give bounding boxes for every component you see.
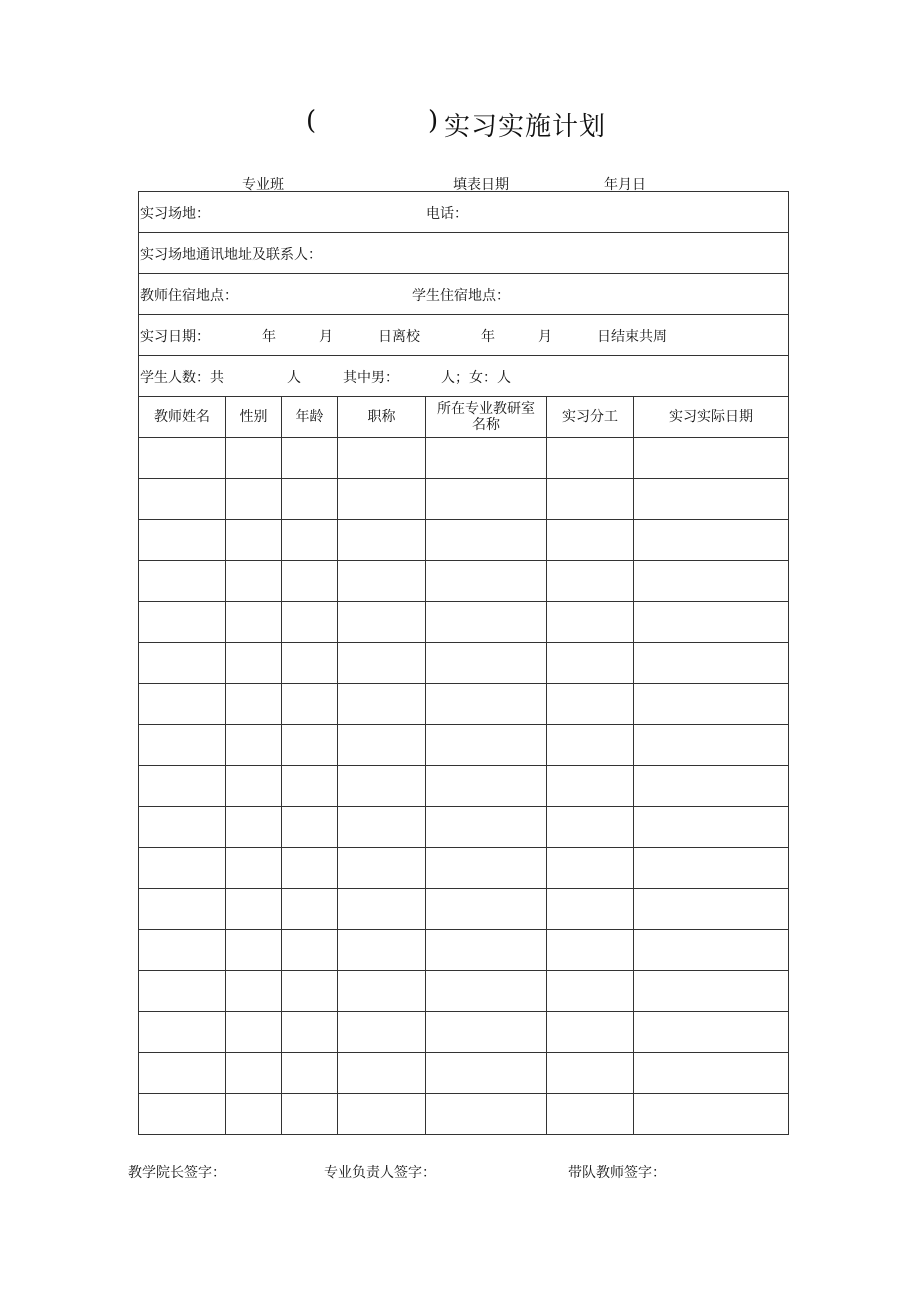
duty-cell[interactable] xyxy=(547,643,634,684)
dates-cell[interactable] xyxy=(634,1053,789,1094)
title-open-paren: ( xyxy=(306,106,317,136)
duty-cell[interactable] xyxy=(547,438,634,479)
gender-cell[interactable] xyxy=(226,725,282,766)
table-row xyxy=(139,602,789,643)
col-age: 年龄 xyxy=(282,397,338,438)
duty-cell[interactable] xyxy=(547,889,634,930)
name-cell[interactable] xyxy=(139,889,226,930)
department-cell[interactable] xyxy=(426,1053,547,1094)
dates-cell[interactable] xyxy=(634,1012,789,1053)
age-cell[interactable] xyxy=(282,602,338,643)
major-head-signature-label: 专业负责人签字： xyxy=(324,1165,436,1181)
name-cell[interactable] xyxy=(139,561,226,602)
name-cell[interactable] xyxy=(139,1094,226,1135)
dates-cell[interactable] xyxy=(634,1094,789,1135)
table-row xyxy=(139,438,789,479)
department-cell[interactable] xyxy=(426,807,547,848)
gender-cell[interactable] xyxy=(226,520,282,561)
dates-cell[interactable] xyxy=(634,643,789,684)
gender-cell[interactable] xyxy=(226,438,282,479)
period-cell[interactable] xyxy=(139,315,789,356)
col-department-line-1: 所在专业教研室 xyxy=(437,401,535,417)
title-close-paren: ) xyxy=(428,106,439,136)
department-cell[interactable] xyxy=(426,643,547,684)
name-cell[interactable] xyxy=(139,479,226,520)
name-cell[interactable] xyxy=(139,520,226,561)
name-cell[interactable] xyxy=(139,725,226,766)
period-year-2: 年 xyxy=(481,329,495,345)
age-cell[interactable] xyxy=(282,766,338,807)
duty-cell[interactable] xyxy=(547,1053,634,1094)
title-cell[interactable] xyxy=(338,1012,426,1053)
depart-label: 日离校 xyxy=(378,329,420,345)
duty-cell[interactable] xyxy=(547,807,634,848)
duty-cell[interactable] xyxy=(547,725,634,766)
teacher-lodging-label: 教师住宿地点： xyxy=(140,288,238,304)
table-row xyxy=(139,1012,789,1053)
table-row xyxy=(139,889,789,930)
duty-cell[interactable] xyxy=(547,520,634,561)
title-cell[interactable] xyxy=(338,643,426,684)
table-row xyxy=(139,479,789,520)
department-cell[interactable] xyxy=(426,971,547,1012)
site-cell[interactable] xyxy=(139,192,789,233)
department-cell[interactable] xyxy=(426,602,547,643)
name-cell[interactable] xyxy=(139,930,226,971)
leader-signature-label: 带队教师签字： xyxy=(568,1165,666,1181)
period-label: 实习日期： xyxy=(140,329,210,345)
table-row xyxy=(139,930,789,971)
female-label: 人；女：人 xyxy=(441,370,511,386)
department-cell[interactable] xyxy=(426,725,547,766)
title-cell[interactable] xyxy=(338,766,426,807)
site-label: 实习场地： xyxy=(140,206,210,222)
duty-cell[interactable] xyxy=(547,971,634,1012)
dates-cell[interactable] xyxy=(634,930,789,971)
age-cell[interactable] xyxy=(282,561,338,602)
dates-cell[interactable] xyxy=(634,520,789,561)
duty-cell[interactable] xyxy=(547,561,634,602)
end-label: 日结束共周 xyxy=(597,329,667,345)
age-cell[interactable] xyxy=(282,1012,338,1053)
age-cell[interactable] xyxy=(282,725,338,766)
site-row xyxy=(139,192,789,233)
department-cell[interactable] xyxy=(426,479,547,520)
col-department xyxy=(426,397,547,438)
table-row xyxy=(139,807,789,848)
title-cell[interactable] xyxy=(338,848,426,889)
age-cell[interactable] xyxy=(282,1094,338,1135)
dates-cell[interactable] xyxy=(634,602,789,643)
age-cell[interactable] xyxy=(282,930,338,971)
dates-cell[interactable] xyxy=(634,848,789,889)
address-label: 实习场地通讯地址及联系人： xyxy=(140,247,322,263)
gender-cell[interactable] xyxy=(226,930,282,971)
table-row xyxy=(139,684,789,725)
age-cell[interactable] xyxy=(282,889,338,930)
title-cell[interactable] xyxy=(338,561,426,602)
duty-cell[interactable] xyxy=(547,684,634,725)
gender-cell[interactable] xyxy=(226,1012,282,1053)
age-cell[interactable] xyxy=(282,848,338,889)
name-cell[interactable] xyxy=(139,438,226,479)
table-row xyxy=(139,561,789,602)
title-cell[interactable] xyxy=(338,602,426,643)
age-cell[interactable] xyxy=(282,684,338,725)
dates-cell[interactable] xyxy=(634,561,789,602)
table-row xyxy=(139,971,789,1012)
table-row xyxy=(139,766,789,807)
fill-date-label: 填表日期 xyxy=(453,177,509,193)
gender-cell[interactable] xyxy=(226,643,282,684)
name-cell[interactable] xyxy=(139,971,226,1012)
address-cell[interactable] xyxy=(139,233,789,274)
dean-signature-label: 教学院长签字： xyxy=(128,1165,226,1181)
title-cell[interactable] xyxy=(338,438,426,479)
duty-cell[interactable] xyxy=(547,1094,634,1135)
dates-cell[interactable] xyxy=(634,971,789,1012)
gender-cell[interactable] xyxy=(226,479,282,520)
department-cell[interactable] xyxy=(426,889,547,930)
table-row xyxy=(139,725,789,766)
period-row xyxy=(139,315,789,356)
title-cell[interactable] xyxy=(338,684,426,725)
age-cell[interactable] xyxy=(282,971,338,1012)
department-cell[interactable] xyxy=(426,684,547,725)
gender-cell[interactable] xyxy=(226,684,282,725)
name-cell[interactable] xyxy=(139,807,226,848)
name-cell[interactable] xyxy=(139,766,226,807)
col-duty: 实习分工 xyxy=(547,397,634,438)
column-header-row xyxy=(139,397,789,438)
title-cell[interactable] xyxy=(338,1094,426,1135)
class-label: 专业班 xyxy=(242,177,284,193)
students-total-label: 学生人数：共 xyxy=(140,370,224,386)
gender-cell[interactable] xyxy=(226,1094,282,1135)
dates-cell[interactable] xyxy=(634,684,789,725)
age-cell[interactable] xyxy=(282,520,338,561)
department-cell[interactable] xyxy=(426,766,547,807)
department-cell[interactable] xyxy=(426,848,547,889)
table-row xyxy=(139,643,789,684)
age-cell[interactable] xyxy=(282,1053,338,1094)
table-row xyxy=(139,848,789,889)
name-cell[interactable] xyxy=(139,1012,226,1053)
students-row xyxy=(139,356,789,397)
dates-cell[interactable] xyxy=(634,725,789,766)
department-cell[interactable] xyxy=(426,561,547,602)
title-cell[interactable] xyxy=(338,971,426,1012)
age-cell[interactable] xyxy=(282,643,338,684)
period-month-2: 月 xyxy=(538,329,552,345)
age-cell[interactable] xyxy=(282,438,338,479)
col-title: 职称 xyxy=(338,397,426,438)
dates-cell[interactable] xyxy=(634,766,789,807)
table-row xyxy=(139,1053,789,1094)
table-row xyxy=(139,1094,789,1135)
table-row xyxy=(139,520,789,561)
age-cell[interactable] xyxy=(282,807,338,848)
gender-cell[interactable] xyxy=(226,848,282,889)
name-cell[interactable] xyxy=(139,848,226,889)
duty-cell[interactable] xyxy=(547,602,634,643)
duty-cell[interactable] xyxy=(547,930,634,971)
gender-cell[interactable] xyxy=(226,807,282,848)
name-cell[interactable] xyxy=(139,602,226,643)
department-cell[interactable] xyxy=(426,930,547,971)
page-title: 实习实施计划 xyxy=(444,112,607,142)
period-month-1: 月 xyxy=(319,329,333,345)
title-cell[interactable] xyxy=(338,889,426,930)
title-cell[interactable] xyxy=(338,479,426,520)
col-department-line-2: 名称 xyxy=(472,417,500,433)
department-cell[interactable] xyxy=(426,438,547,479)
student-lodging-label: 学生住宿地点： xyxy=(412,288,510,304)
col-gender: 性别 xyxy=(226,397,282,438)
male-label: 其中男： xyxy=(343,370,399,386)
name-cell[interactable] xyxy=(139,684,226,725)
duty-cell[interactable] xyxy=(547,1012,634,1053)
gender-cell[interactable] xyxy=(226,602,282,643)
department-cell[interactable] xyxy=(426,520,547,561)
col-actual-dates: 实习实际日期 xyxy=(634,397,789,438)
title-cell[interactable] xyxy=(338,520,426,561)
dates-cell[interactable] xyxy=(634,438,789,479)
period-year-1: 年 xyxy=(262,329,276,345)
fill-date-suffix: 年月日 xyxy=(604,177,646,193)
students-cell[interactable] xyxy=(139,356,789,397)
lodging-cell[interactable] xyxy=(139,274,789,315)
gender-cell[interactable] xyxy=(226,561,282,602)
title-cell[interactable] xyxy=(338,725,426,766)
teacher-rows xyxy=(139,438,789,1135)
title-cell[interactable] xyxy=(338,1053,426,1094)
dates-cell[interactable] xyxy=(634,807,789,848)
age-cell[interactable] xyxy=(282,479,338,520)
gender-cell[interactable] xyxy=(226,1053,282,1094)
title-cell[interactable] xyxy=(338,930,426,971)
lodging-row xyxy=(139,274,789,315)
department-cell[interactable] xyxy=(426,1094,547,1135)
duty-cell[interactable] xyxy=(547,766,634,807)
gender-cell[interactable] xyxy=(226,766,282,807)
name-cell[interactable] xyxy=(139,1053,226,1094)
duty-cell[interactable] xyxy=(547,848,634,889)
gender-cell[interactable] xyxy=(226,889,282,930)
duty-cell[interactable] xyxy=(547,479,634,520)
address-row xyxy=(139,233,789,274)
col-teacher-name: 教师姓名 xyxy=(139,397,226,438)
gender-cell[interactable] xyxy=(226,971,282,1012)
plan-form-table xyxy=(138,191,789,1135)
students-person-label: 人 xyxy=(287,370,301,386)
title-cell[interactable] xyxy=(338,807,426,848)
phone-label: 电话： xyxy=(426,206,468,222)
department-cell[interactable] xyxy=(426,1012,547,1053)
dates-cell[interactable] xyxy=(634,889,789,930)
name-cell[interactable] xyxy=(139,643,226,684)
dates-cell[interactable] xyxy=(634,479,789,520)
